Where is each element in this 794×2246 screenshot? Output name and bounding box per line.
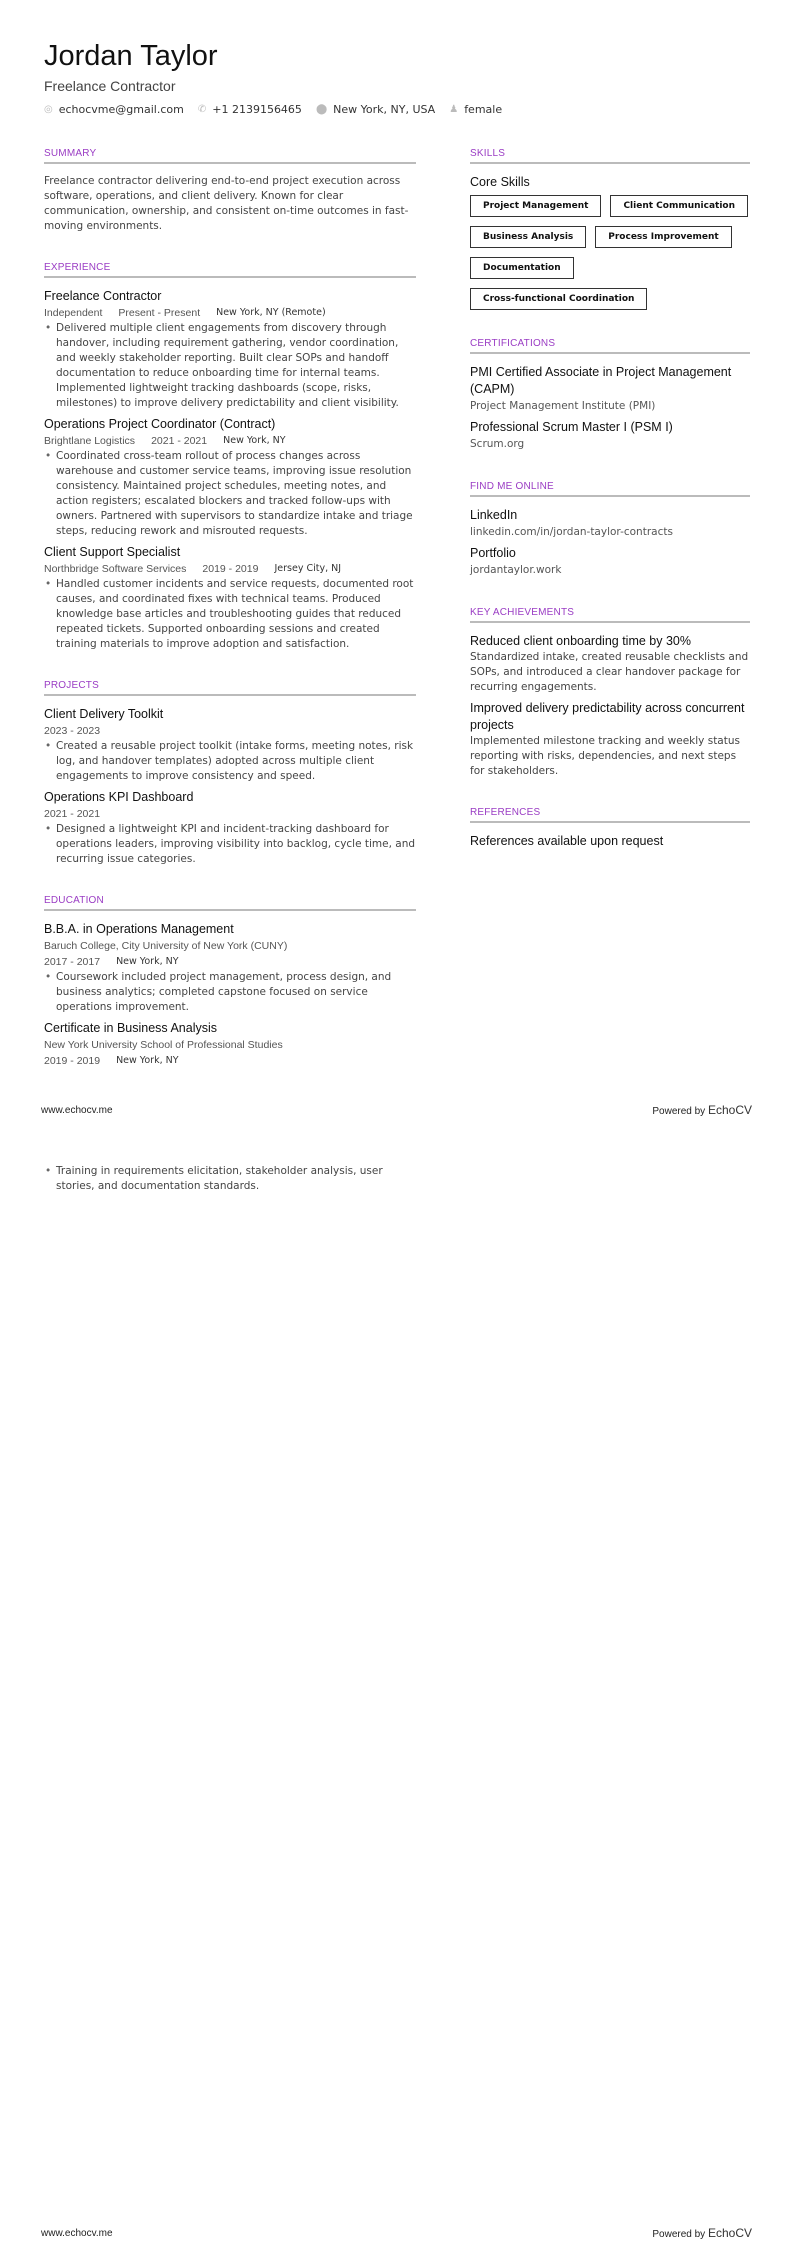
- cert-name: Professional Scrum Master I (PSM I): [470, 420, 673, 434]
- footer-powered: [652, 2226, 752, 2240]
- certifications-section: [470, 338, 750, 453]
- skill-group-title: Core Skills: [470, 175, 530, 189]
- brand-logo[interactable]: EchoCV: [707, 2226, 752, 2240]
- phone-icon: ✆: [197, 104, 207, 115]
- section-heading: EXPERIENCE: [44, 262, 416, 278]
- location: New York, NY, USA: [333, 103, 436, 116]
- bullet: • Designed a lightweight KPI and incident-tracking dashboard for operations leaders, improving visibility into backlog, cycle time, and recurring issue categories.: [44, 822, 416, 867]
- bullet: • Coursework included project management, process design, and business analytics; completed capstone focused on service operations improvement.: [44, 970, 416, 1015]
- experience-item: [44, 544, 416, 652]
- school: Baruch College, City University of New York (CUNY): [44, 940, 288, 952]
- projects-section: [44, 680, 416, 867]
- cert-issuer: Project Management Institute (PMI): [470, 400, 656, 412]
- job-title: Operations Project Coordinator (Contract): [44, 417, 276, 431]
- education-item: [44, 921, 416, 1015]
- link-label: LinkedIn: [470, 508, 518, 522]
- candidate-name: Jordan Taylor: [44, 40, 218, 72]
- education-section: [44, 895, 416, 1069]
- section-heading: SUMMARY: [44, 148, 416, 164]
- right-column: [470, 148, 750, 878]
- powered-label: Powered by: [652, 1106, 706, 1117]
- summary-text: Freelance contractor delivering end-to-end project execution across software, operations, and client delivery. Known for clear communication, ownership, and consistent on-time outcomes in fast-moving environments.: [44, 175, 409, 232]
- cert-name: PMI Certified Associate in Project Management (CAPM): [470, 365, 732, 396]
- dates: 2023 - 2023: [44, 725, 101, 737]
- education-continuation: [44, 1164, 384, 1194]
- experience-item: [44, 416, 416, 539]
- online-section: [470, 481, 750, 579]
- education-item: [44, 1020, 416, 1069]
- dates: 2019 - 2019: [44, 1055, 101, 1067]
- dates: 2021 - 2021: [151, 435, 208, 447]
- skill-tag: Project Management: [470, 195, 601, 217]
- dates: 2021 - 2021: [44, 808, 101, 820]
- bullet: • Training in requirements elicitation, stakeholder analysis, user stories, and documentation standards.: [44, 1164, 384, 1194]
- degree: B.B.A. in Operations Management: [44, 922, 234, 936]
- location-icon: ⬤: [315, 104, 328, 115]
- email[interactable]: echocvme@gmail.com: [58, 103, 184, 116]
- company: Northbridge Software Services: [44, 563, 187, 575]
- summary-section: [44, 148, 416, 234]
- email-icon: ◎: [44, 104, 53, 115]
- achievement-text: Standardized intake, created reusable checklists and SOPs, and introduced a clear handover package for recurring engagements.: [470, 651, 749, 693]
- achievement-title: Improved delivery predictability across concurrent projects: [470, 701, 745, 732]
- contact-row: [44, 103, 502, 116]
- achievement-title: Reduced client onboarding time by 30%: [470, 634, 691, 648]
- footer-site[interactable]: www.echocv.me: [41, 2228, 113, 2239]
- project-item: [44, 789, 416, 867]
- skills-section: [470, 148, 750, 310]
- skill-tag: Business Analysis: [470, 226, 586, 248]
- project-title: Client Delivery Toolkit: [44, 707, 164, 721]
- skill-tag: Process Improvement: [595, 226, 731, 248]
- bullet: • Handled customer incidents and service requests, documented root causes, and coordinated fixes with technical teams. Produced knowledge base articles and troubleshooting guides that reduced repeated tickets. Supported onboarding sessions and created training materials to improve adoption and satisfaction.: [44, 577, 416, 652]
- section-heading: CERTIFICATIONS: [470, 338, 750, 354]
- left-column: [44, 148, 416, 1097]
- job-title: Client Support Specialist: [44, 545, 181, 559]
- skill-tag: Documentation: [470, 257, 574, 279]
- bullet: • Coordinated cross-team rollout of process changes across warehouse and customer service teams, improving issue resolution consistency. Maintained project schedules, meeting notes, and action registers; escalated blockers and tracked follow-ups with owners. Partnered with supervisors to standardize intake and triage steps, reducing rework and misrouted requests.: [44, 449, 416, 539]
- job-title: Freelance Contractor: [44, 289, 162, 303]
- person-icon: ♟: [449, 104, 459, 115]
- location: New York, NY (Remote): [216, 307, 326, 318]
- brand-logo[interactable]: EchoCV: [707, 1103, 752, 1117]
- phone[interactable]: +1 2139156465: [212, 103, 302, 116]
- skill-tag: Client Communication: [610, 195, 748, 217]
- company: Brightlane Logistics: [44, 435, 136, 447]
- candidate-title: Freelance Contractor: [44, 78, 176, 94]
- achievements-section: [470, 607, 750, 779]
- section-heading: PROJECTS: [44, 680, 416, 696]
- degree: Certificate in Business Analysis: [44, 1021, 217, 1035]
- location: New York, NY: [116, 1055, 179, 1066]
- experience-item: [44, 288, 416, 411]
- references-text: References available upon request: [470, 834, 664, 848]
- references-section: [470, 807, 750, 850]
- location: Jersey City, NJ: [274, 563, 342, 574]
- section-heading: EDUCATION: [44, 895, 416, 911]
- gender: female: [464, 103, 503, 116]
- bullet: • Delivered multiple client engagements from discovery through handover, including requirement gathering, vendor coordination, and weekly stakeholder reporting. Built clear SOPs and handoff documentation to reduce onboarding time for internal teams. Implemented lightweight tracking dashboards (scope, risks, milestones) to improve delivery predictability and client visibility.: [44, 321, 416, 411]
- school: New York University School of Professional Studies: [44, 1039, 283, 1051]
- skill-tag: Cross-functional Coordination: [470, 288, 647, 310]
- dates: 2019 - 2019: [202, 563, 259, 575]
- experience-section: [44, 262, 416, 652]
- project-title: Operations KPI Dashboard: [44, 790, 194, 804]
- section-heading: FIND ME ONLINE: [470, 481, 750, 497]
- section-heading: SKILLS: [470, 148, 750, 164]
- dates: 2017 - 2017: [44, 956, 101, 968]
- footer-site[interactable]: www.echocv.me: [41, 1105, 113, 1116]
- portfolio-link[interactable]: jordantaylor.work: [470, 564, 562, 576]
- bullet: • Created a reusable project toolkit (intake forms, meeting notes, risk log, and handover templates) adopted across multiple client engagements to improve consistency and speed.: [44, 739, 416, 784]
- linkedin-link[interactable]: linkedin.com/in/jordan-taylor-contracts: [470, 526, 673, 538]
- footer-powered: [652, 1103, 752, 1117]
- location: New York, NY: [223, 435, 286, 446]
- link-label: Portfolio: [470, 546, 516, 560]
- location: New York, NY: [116, 956, 179, 967]
- dates: Present - Present: [118, 307, 201, 319]
- project-item: [44, 706, 416, 784]
- achievement-text: Implemented milestone tracking and weekly status reporting with risks, dependencies, and next steps for stakeholders.: [470, 735, 740, 777]
- powered-label: Powered by: [652, 2229, 706, 2240]
- section-heading: KEY ACHIEVEMENTS: [470, 607, 750, 623]
- company: Independent: [44, 307, 103, 319]
- cert-issuer: Scrum.org: [470, 438, 525, 450]
- section-heading: REFERENCES: [470, 807, 750, 823]
